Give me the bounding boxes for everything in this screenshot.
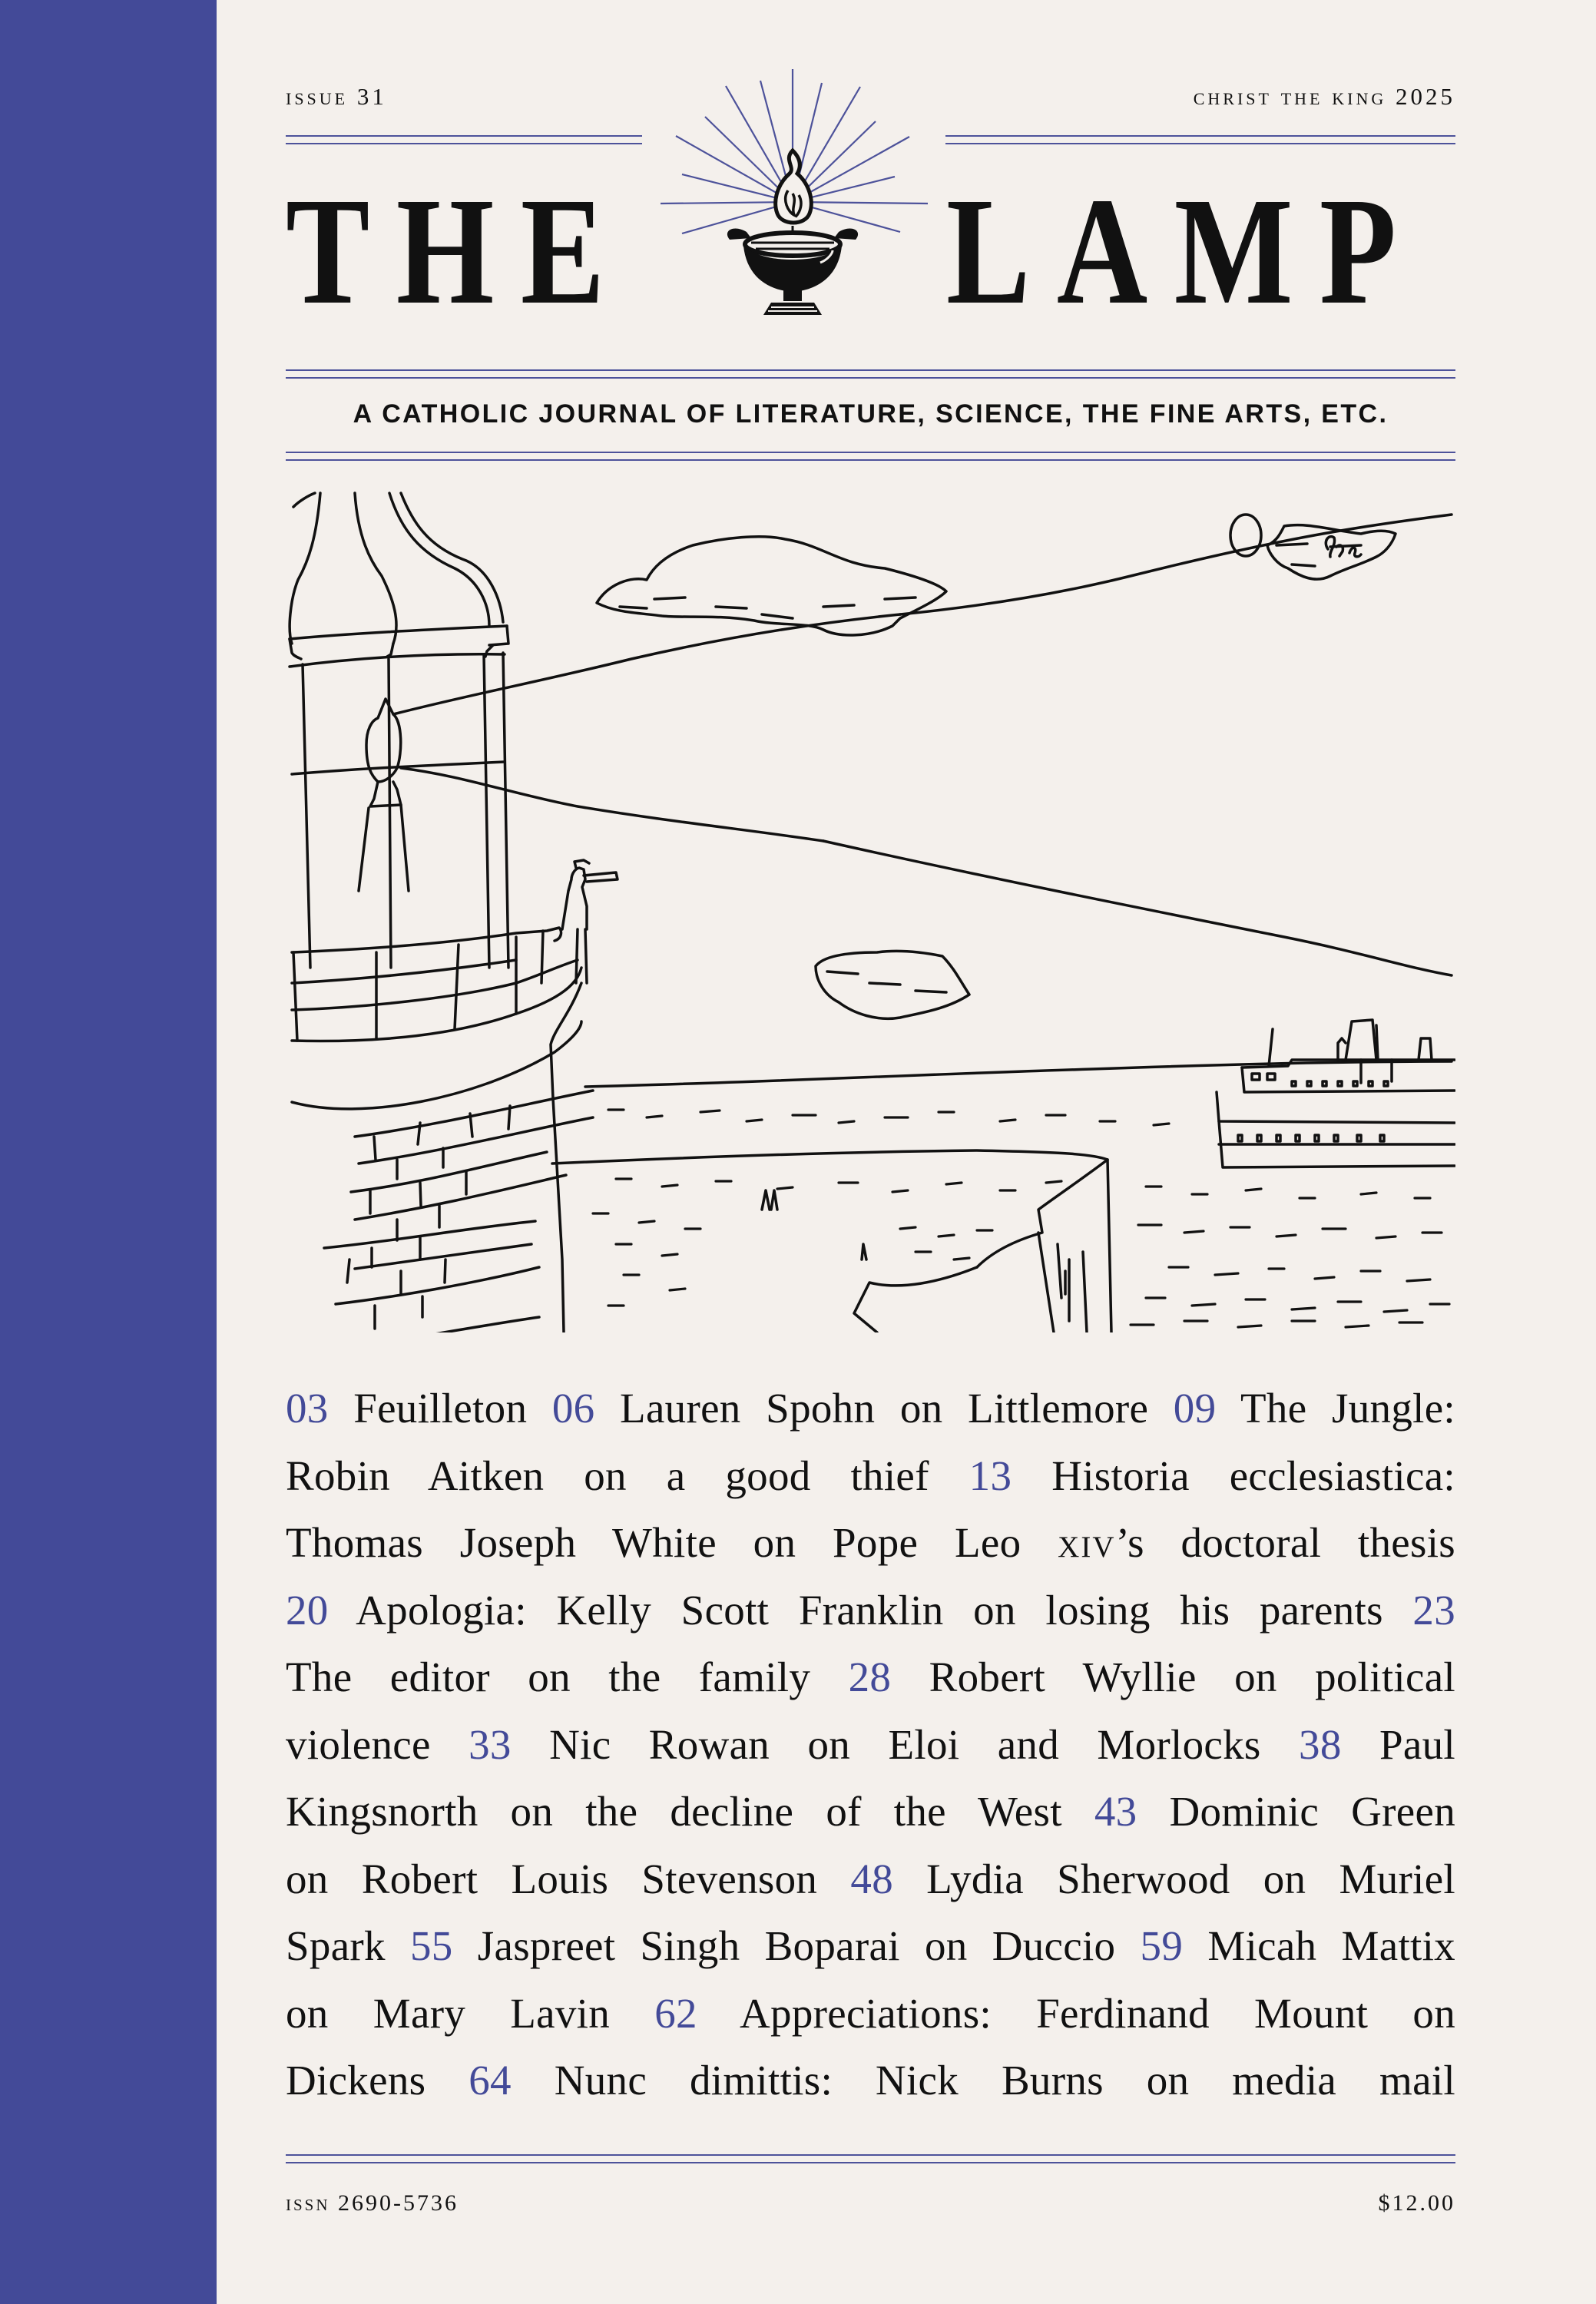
- contents-line: [286, 1846, 1455, 1913]
- contents-line: [286, 1711, 1455, 1779]
- contents-line: [286, 1778, 1455, 1846]
- contents-text: on Mary Lavin: [286, 1989, 655, 2037]
- page-number: 09: [1173, 1385, 1217, 1432]
- page-number: 48: [850, 1855, 893, 1902]
- contents-text: Apologia: Kelly Scott Franklin on losing his parents: [328, 1586, 1413, 1634]
- contents-text: Nic Rowan on Eloi and Morlocks: [511, 1720, 1300, 1768]
- cover-page: [286, 0, 1455, 2304]
- contents-line: [286, 1442, 1455, 1510]
- page-number: 59: [1140, 1922, 1184, 1969]
- contents-text: The Jungle:: [1216, 1385, 1455, 1432]
- contents-text: on Robert Louis Stevenson: [286, 1855, 851, 1902]
- contents-text: Jaspreet Singh Boparai on Duccio: [452, 1922, 1141, 1969]
- rule-below-tagline: [286, 452, 1455, 461]
- rule-above-footer: [286, 2154, 1455, 2163]
- cover-illustration-lighthouse: [286, 492, 1455, 1332]
- contents-text: Robert Wyllie on political: [891, 1654, 1456, 1700]
- contents-line: [286, 1375, 1455, 1442]
- contents-line: [286, 1912, 1455, 1980]
- page-number: 28: [848, 1654, 892, 1700]
- contents-text: Historia ecclesiastica:: [1012, 1452, 1455, 1499]
- contents-text: Nunc dimittis: Nick Burns on media mail: [511, 2057, 1455, 2104]
- rule-top-right: [945, 135, 1455, 144]
- title-the: THE: [286, 167, 631, 336]
- page-number: 33: [469, 1720, 512, 1768]
- page-number: 64: [469, 2057, 512, 2104]
- page-number: 06: [551, 1385, 595, 1432]
- contents-text: Dickens: [286, 2057, 469, 2104]
- contents-text: Lauren Spohn on Littlemore: [594, 1385, 1174, 1432]
- contents-line: [286, 1509, 1455, 1577]
- contents-text: Feuilleton: [328, 1385, 552, 1432]
- rule-above-tagline: [286, 369, 1455, 379]
- page-number: 20: [286, 1586, 329, 1634]
- spine-band: [0, 0, 217, 2304]
- page-number: 55: [410, 1922, 453, 1969]
- contents-text: Thomas Joseph White on Pope Leo: [286, 1519, 1058, 1566]
- contents-text: ’s doctoral thesis: [1115, 1519, 1455, 1566]
- contents-line: [286, 1980, 1455, 2047]
- contents-line: [286, 1577, 1455, 1644]
- contents-text: Dominic Green: [1137, 1788, 1456, 1835]
- page-number: 62: [654, 1989, 697, 2037]
- cover-price: $12.00: [1378, 2190, 1455, 2216]
- contents-line: [286, 1644, 1455, 1711]
- issue-number: issue 31: [286, 83, 387, 110]
- contents-text: Spark: [286, 1922, 410, 1969]
- contents-text: Kingsnorth on the decline of the West: [286, 1788, 1094, 1835]
- rule-top-left: [286, 135, 642, 144]
- contents-text: violence: [286, 1720, 469, 1768]
- contents-text: The editor on the family: [286, 1654, 849, 1700]
- table-of-contents: [286, 1375, 1455, 2114]
- page-number: 13: [969, 1452, 1012, 1499]
- contents-text: Robin Aitken on a good thief: [286, 1452, 969, 1499]
- contents-text: Micah Mattix: [1183, 1922, 1455, 1969]
- contents-text: Appreciations: Ferdinand Mount on: [697, 1989, 1456, 2037]
- contents-text: Paul: [1341, 1720, 1456, 1768]
- oil-lamp-with-rays-icon: [661, 61, 937, 323]
- page-number: 03: [286, 1385, 329, 1432]
- page-number: 38: [1299, 1720, 1342, 1768]
- title-lamp: LAMP: [946, 167, 1423, 336]
- issue-date: christ the king 2025: [1193, 83, 1455, 110]
- page-number: 23: [1412, 1586, 1455, 1634]
- roman-numeral: xiv: [1058, 1519, 1116, 1566]
- contents-line: [286, 2047, 1455, 2114]
- issn-number: issn 2690-5736: [286, 2190, 459, 2216]
- contents-text: Lydia Sherwood on Muriel: [893, 1855, 1455, 1902]
- tagline: A CATHOLIC JOURNAL OF LITERATURE, SCIENCE, THE FINE ARTS, ETC.: [353, 399, 1389, 429]
- page-number: 43: [1094, 1788, 1137, 1835]
